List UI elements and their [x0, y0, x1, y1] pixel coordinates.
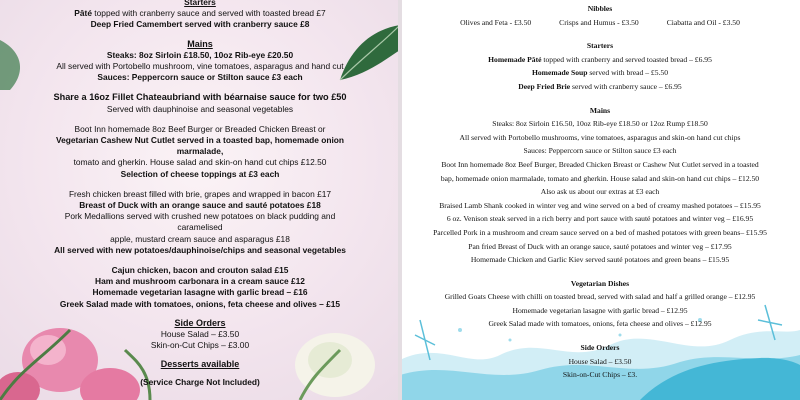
left-burger-line: Vegetarian Cashew Nut Cutlet served in a toasted bap, homemade onion marmalade, [55, 135, 345, 157]
left-desserts-heading: Desserts available [160, 359, 240, 370]
left-chicken-line: Breast of Duck with an orange sauce and sauté potatoes £18 [79, 200, 321, 211]
right-veg-line: Greek Salad made with tomatoes, onions, feta cheese and olives – £12.95 [488, 319, 712, 329]
right-nibbles-row [400, 16, 800, 30]
left-mains-line: Steaks: 8oz Sirloin £18.50, 10oz Rib-eye £20.50 [106, 49, 294, 60]
right-starter-item: Deep Fried Brie served with cranberry sauce – £6.95 [518, 81, 682, 91]
left-footer-note: (Service Charge Not Included) [140, 376, 260, 387]
right-mains-line: Parcelled Pork in a mushroom and cream sauce served on a bed of mashed potatoes with green beans– £15.95 [433, 227, 767, 237]
right-side-line: Skin-on-Cut Chips – £3. [562, 370, 638, 380]
left-side-heading: Side Orders [174, 317, 226, 328]
panel-divider [398, 0, 402, 400]
left-pasta-line: Homemade vegetarian lasagne with garlic bread – £16 [92, 287, 308, 298]
right-starter-item: Homemade Pâté topped with cranberry and served toasted bread – £6.95 [488, 54, 712, 64]
right-mains-line: Sauces: Peppercorn sauce or Stilton sauce £3 each [523, 146, 677, 156]
right-veg-heading: Vegetarian Dishes [570, 278, 630, 288]
right-veg-line: Grilled Goats Cheese with chilli on toasted bread, served with salad and half a grilled orange – £12.95 [444, 292, 756, 302]
left-starter-pate: Pâté topped with cranberry sauce and served with toasted bread £7 [74, 8, 326, 19]
right-menu-text [400, 0, 800, 382]
right-mains-line: Braised Lamb Shank cooked in winter veg and wine served on a bed of creamy mashed potatoes – £15.95 [439, 200, 761, 210]
left-chicken-line: All served with new potatoes/dauphinoise/chips and seasonal vegetables [54, 244, 346, 255]
left-pasta-line: Ham and mushroom carbonara in a cream sauce £12 [95, 276, 305, 287]
left-share-line: Share a 16oz Fillet Chateaubriand with béarnaise sauce for two £50 [53, 92, 347, 103]
right-mains-line: 6 oz. Venison steak served in a rich berry and port sauce with sauté potatoes and winter veg – £16.95 [446, 214, 754, 224]
right-starter-item: Homemade Soup served with bread – £5.50 [531, 68, 669, 78]
left-chicken-line: Pork Medallions served with crushed new potatoes on black pudding and caramelised [64, 211, 336, 233]
right-mains-line: Steaks: 8oz Sirloin £16.50, 10oz Rib-eye £18.50 or 12oz Rump £18.50 [492, 119, 708, 129]
left-menu-text [44, 0, 356, 388]
left-mains-heading: Mains [187, 38, 213, 49]
left-chicken-line: apple, mustard cream sauce and asparagus £18 [110, 233, 290, 244]
right-side-line: House Salad – £3.50 [568, 356, 632, 366]
right-menu-photo [400, 0, 800, 400]
left-mains-line: All served with Portobello mushroom, vine tomatoes, asparagus and hand cut [56, 61, 344, 72]
nibble-item: Ciabatta and Oil - £3.50 [666, 17, 740, 27]
left-starters-heading: Starters [184, 0, 216, 7]
left-side-line: Skin-on-Cut Chips – £3.00 [150, 340, 250, 351]
right-mains-line: Boot Inn homemade 8oz Beef Burger, Breaded Chicken Breast or Cashew Nut Cutlet served in a toasted [441, 159, 759, 169]
right-mains-line: Pan fried Breast of Duck with an orange sauce, sauté potatoes and winter veg – £17.95 [468, 241, 732, 251]
right-side-heading: Side Orders [580, 343, 620, 353]
right-starters-heading: Starters [586, 41, 614, 51]
right-mains-heading: Mains [589, 105, 611, 115]
right-nibbles-heading: Nibbles [587, 4, 613, 13]
right-mains-line: All served with Portobello mushrooms, vine tomatoes, asparagus and skin-on hand cut chips [459, 132, 741, 142]
nibble-item: Crisps and Humus - £3.50 [559, 17, 639, 27]
left-side-line: House Salad – £3.50 [160, 329, 240, 340]
left-burger-line: Boot Inn homemade 8oz Beef Burger or Breaded Chicken Breast or [74, 123, 326, 134]
leaf-decoration-left [0, 40, 30, 90]
right-mains-line: Homemade Chicken and Garlic Kiev served sauté potatoes and green beans – £15.95 [470, 255, 730, 265]
left-burger-line: tomato and gherkin. House salad and skin-on hand cut chips £12.50 [73, 157, 327, 168]
right-mains-line: Also ask us about our extras at £3 each [540, 187, 660, 197]
left-burger-line: Selection of cheese toppings at £3 each [120, 168, 280, 179]
left-share-sub: Served with dauphinoise and seasonal vegetables [106, 103, 294, 114]
left-chicken-line: Fresh chicken breast filled with brie, grapes and wrapped in bacon £17 [68, 188, 332, 199]
right-mains-line: bap, homemade onion marmalade, tomato and gherkin. House salad and skin-on hand cut chips – £12.50 [440, 173, 760, 183]
nibble-item: Olives and Feta - £3.50 [460, 17, 532, 27]
left-starter-camembert: Deep Fried Camembert served with cranberry sauce £8 [90, 19, 310, 30]
right-veg-line: Homemade vegetarian lasagne with garlic bread – £12.95 [512, 305, 688, 315]
left-pasta-line: Greek Salad made with tomatoes, onions, feta cheese and olives – £15 [59, 298, 341, 309]
left-mains-line: Sauces: Peppercorn sauce or Stilton sauce £3 each [97, 72, 303, 83]
left-pasta-line: Cajun chicken, bacon and crouton salad £15 [111, 265, 289, 276]
